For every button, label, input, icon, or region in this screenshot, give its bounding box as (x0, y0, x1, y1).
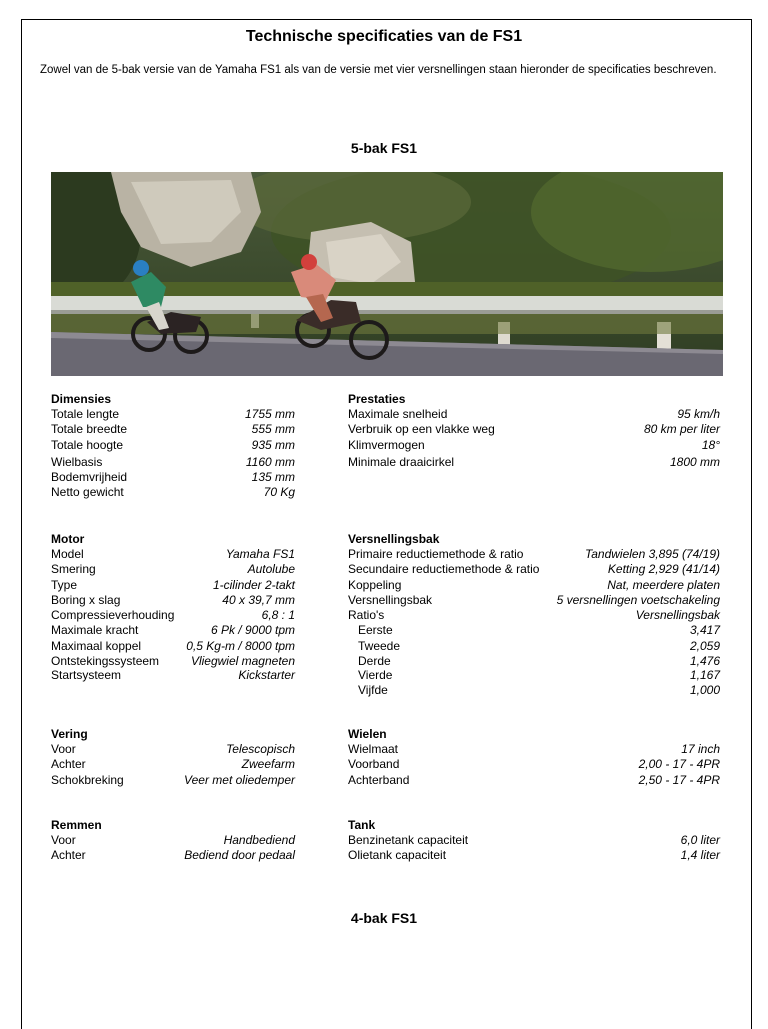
spec-label: Olietank capaciteit (348, 848, 447, 863)
spec-label: Maximaal koppel (51, 638, 142, 653)
spec-value: Telescopisch (226, 742, 295, 756)
spec-row (51, 773, 295, 788)
spec-row (51, 562, 295, 577)
spec-label: Koppeling (348, 577, 402, 592)
block-versnellingsbak (348, 532, 720, 698)
spec-value: 6 Pk / 9000 tpm (210, 623, 295, 638)
section-heading-5-bak: 5-bak FS1 (350, 140, 418, 156)
spec-value: 18° (701, 437, 720, 452)
spec-row (51, 438, 295, 453)
spec-row (51, 848, 295, 863)
spec-row (51, 639, 295, 654)
spec-value: Versnellingsbak (635, 608, 720, 623)
motorcycle-photo (51, 172, 723, 376)
spec-label: Verbruik op een vlakke weg (348, 422, 495, 437)
spec-label: Versnellingsbak (348, 592, 433, 607)
spec-row (348, 623, 720, 638)
spec-row (51, 593, 295, 608)
spec-row (348, 608, 720, 623)
spec-label: Wielmaat (348, 742, 399, 756)
spec-row (348, 848, 720, 863)
spec-value: 1,476 (689, 654, 720, 669)
spec-value: Veer met oliedemper (184, 772, 295, 787)
spec-row (51, 578, 295, 593)
spec-label: Bodemvrijheid (51, 470, 128, 485)
spec-value: 135 mm (251, 470, 295, 485)
spec-label: Maximale snelheid (348, 407, 448, 421)
wielen-heading: Wielen (348, 727, 387, 741)
spec-value: 2,00 - 17 - 4PR (638, 757, 720, 772)
remmen-heading: Remmen (51, 818, 102, 832)
spec-value: 0,5 Kg-m / 8000 tpm (186, 638, 295, 653)
spec-label: Totale breedte (51, 422, 128, 437)
tank-heading: Tank (348, 818, 376, 832)
spec-row (348, 639, 720, 654)
spec-value: Bediend door pedaal (184, 848, 295, 863)
spec-label: Model (51, 547, 84, 561)
spec-value: 17 inch (681, 742, 720, 756)
dimensies-heading: Dimensies (51, 392, 112, 406)
spec-label: Secundaire reductiemethode & ratio (348, 562, 540, 577)
spec-row (51, 470, 295, 485)
spec-label: Eerste (358, 623, 393, 638)
spec-value: 40 x 39,7 mm (222, 592, 295, 607)
spec-row (348, 683, 720, 698)
spec-label: Minimale draaicirkel (348, 454, 455, 469)
spec-row (348, 773, 720, 788)
spec-row (348, 438, 720, 453)
spec-row (348, 455, 720, 470)
spec-label: Smering (51, 562, 96, 577)
spec-label: Voor (51, 742, 76, 756)
spec-label: Compressieverhouding (51, 608, 175, 623)
page-title: Technische specificaties van de FS1 (245, 28, 523, 45)
spec-value: 1160 mm (245, 454, 295, 469)
spec-row (348, 742, 720, 757)
spec-value: Nat, meerdere platen (607, 577, 720, 592)
spec-label: Type (51, 577, 78, 592)
spec-value: 555 mm (251, 422, 295, 437)
spec-label: Schokbreking (51, 772, 124, 787)
spec-value: 5 versnellingen voetschakeling (556, 592, 720, 607)
prestaties-heading: Prestaties (348, 392, 406, 406)
spec-value: Yamaha FS1 (225, 547, 295, 561)
spec-row (348, 422, 720, 437)
spec-value: 6,0 liter (680, 833, 720, 847)
spec-value: 3,417 (689, 623, 720, 638)
block-tank (348, 818, 720, 864)
vering-heading: Vering (51, 727, 88, 741)
spec-value: 935 mm (251, 437, 295, 452)
intro-paragraph: Zowel van de 5-bak versie van de Yamaha FS1 als van de versie met vier versnellingen staan hieronder de specificaties beschreven. (40, 64, 717, 76)
spec-value: 2,50 - 17 - 4PR (638, 772, 720, 787)
block-dimensies (51, 392, 295, 501)
spec-row (348, 593, 720, 608)
spec-value: 95 km/h (677, 407, 720, 421)
spec-label: Totale hoogte (51, 437, 124, 452)
spec-label: Wielbasis (51, 454, 103, 469)
spec-label: Totale lengte (51, 407, 120, 421)
block-prestaties (348, 392, 720, 470)
spec-label: Benzinetank capaciteit (348, 833, 469, 847)
spec-label: Achterband (348, 772, 410, 787)
spec-label: Startsysteem (51, 668, 122, 683)
spec-label: Achter (51, 757, 86, 772)
spec-value: Kickstarter (238, 668, 295, 683)
spec-row (51, 455, 295, 470)
spec-row (51, 485, 295, 500)
spec-value: 1-cilinder 2-takt (212, 577, 295, 592)
spec-label: Voor (51, 833, 76, 847)
spec-value: 2,059 (689, 638, 720, 653)
spec-value: Tandwielen 3,895 (74/19) (585, 547, 720, 561)
spec-row (51, 668, 295, 682)
spec-label: Klimvermogen (348, 437, 425, 452)
spec-value: Ketting 2,929 (41/14) (607, 562, 720, 577)
spec-row (51, 757, 295, 772)
spec-value: 70 Kg (263, 485, 295, 500)
spec-label: Tweede (358, 638, 401, 653)
spec-label: Primaire reductiemethode & ratio (348, 547, 524, 561)
spec-value: 1800 mm (669, 454, 720, 469)
spec-label: Netto gewicht (51, 485, 124, 500)
block-vering (51, 727, 295, 788)
spec-value: 1755 mm (244, 407, 295, 421)
spec-value: 80 km per liter (643, 422, 720, 437)
spec-value: Handbediend (223, 833, 295, 847)
page-frame (21, 19, 752, 1029)
spec-row (51, 422, 295, 437)
spec-row (51, 608, 295, 623)
block-remmen (51, 818, 295, 864)
spec-row (348, 407, 720, 422)
spec-row (51, 742, 295, 757)
spec-value: Vliegwiel magneten (190, 654, 295, 669)
spec-label: Voorband (348, 757, 400, 772)
spec-row (348, 578, 720, 593)
spec-row (348, 668, 720, 682)
spec-value: 1,167 (689, 668, 720, 683)
spec-row (51, 833, 295, 848)
versnellingsbak-heading: Versnellingsbak (348, 532, 440, 546)
block-wielen (348, 727, 720, 788)
spec-row (51, 407, 295, 422)
spec-row (51, 654, 295, 668)
spec-label: Derde (358, 654, 391, 669)
spec-label: Boring x slag (51, 592, 121, 607)
spec-value: 6,8 : 1 (261, 608, 295, 623)
motor-heading: Motor (51, 532, 85, 546)
spec-row (51, 547, 295, 562)
block-motor (51, 532, 295, 682)
spec-value: Autolube (247, 562, 295, 577)
spec-value: Zweefarm (241, 757, 295, 772)
spec-row (51, 623, 295, 638)
spec-row (348, 757, 720, 772)
spec-value: 1,000 (689, 683, 720, 698)
spec-label: Ontstekingssysteem (51, 654, 160, 669)
spec-value: 1,4 liter (680, 848, 720, 863)
spec-row (348, 833, 720, 848)
spec-label: Maximale kracht (51, 623, 139, 638)
spec-label: Vierde (358, 668, 393, 683)
spec-label: Achter (51, 848, 86, 863)
spec-label: Ratio's (348, 608, 385, 623)
spec-row (348, 547, 720, 562)
spec-row (348, 654, 720, 668)
spec-row (348, 562, 720, 577)
section-heading-4-bak: 4-bak FS1 (350, 910, 418, 926)
spec-label: Vijfde (358, 683, 388, 698)
